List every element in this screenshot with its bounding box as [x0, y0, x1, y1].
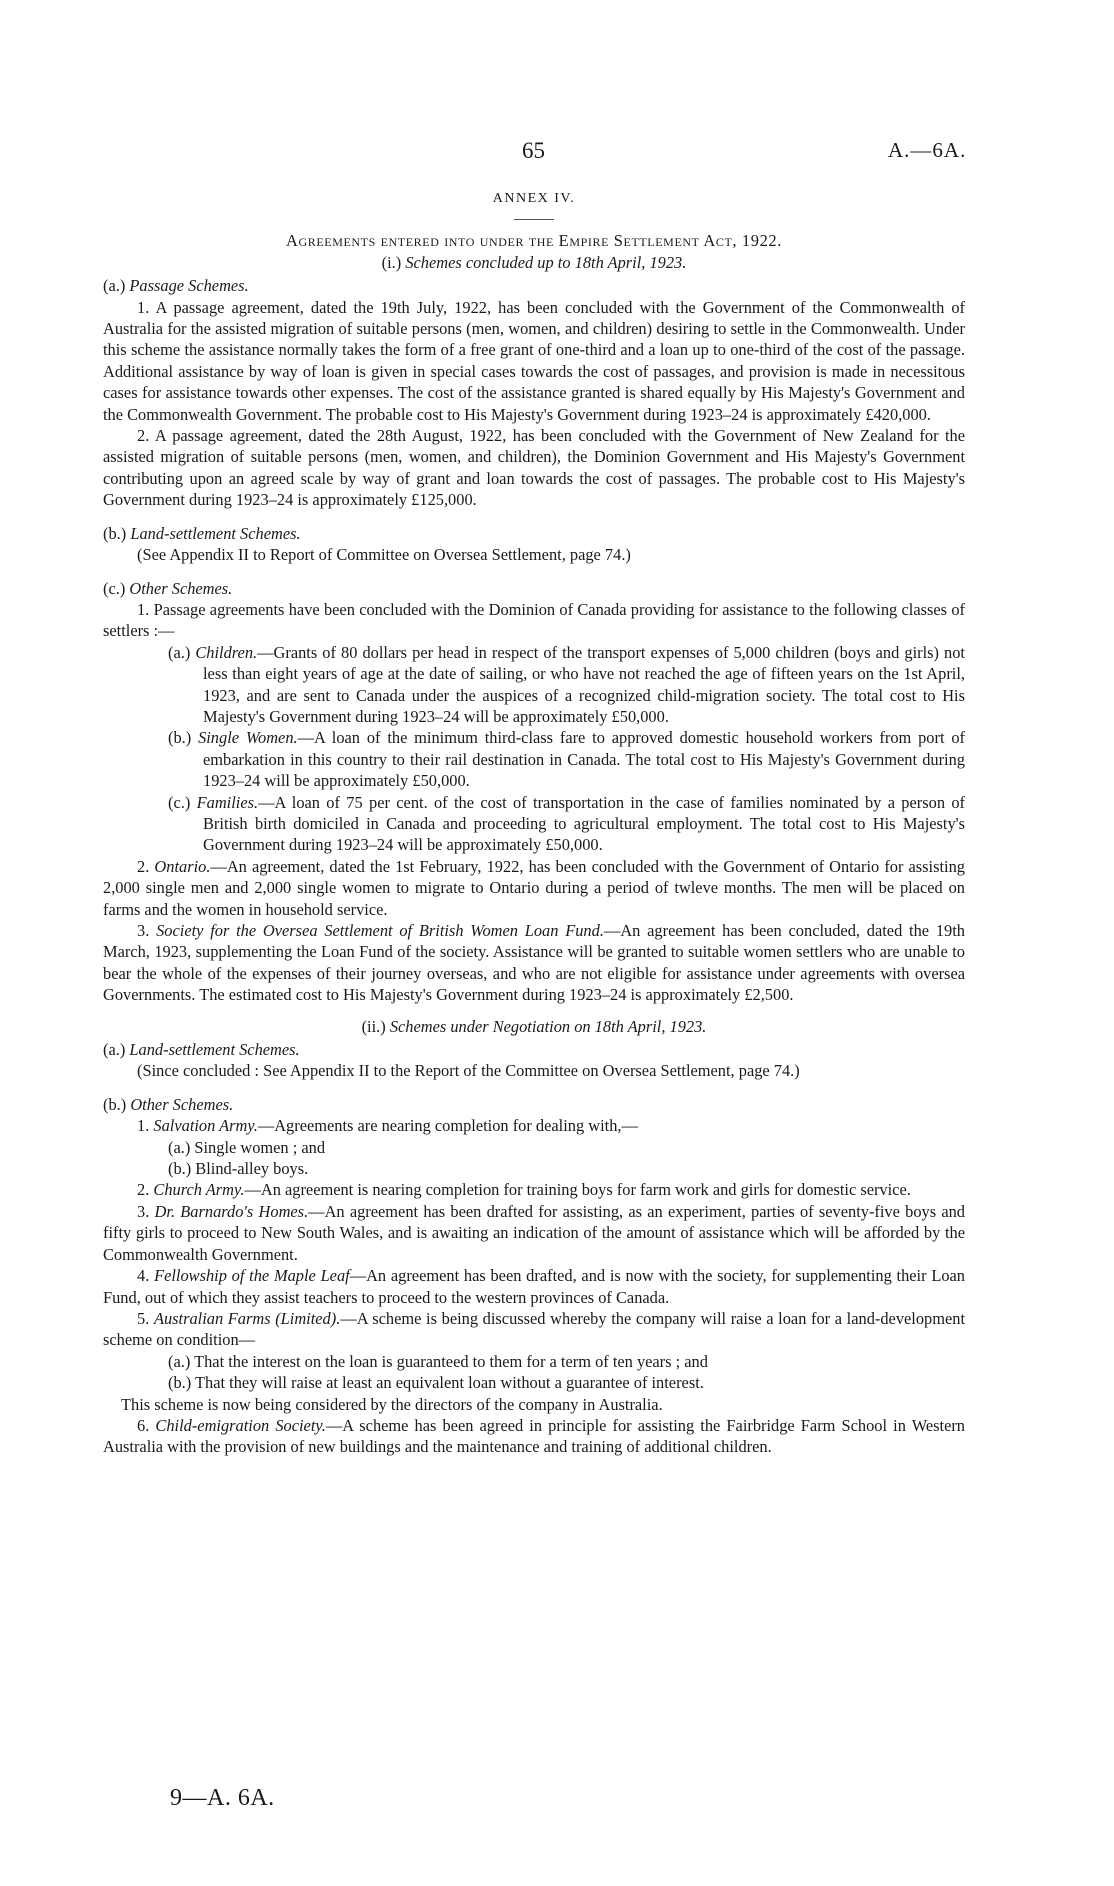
- item-text: —An agreement is nearing completion for training boys for farm work and girls for domestic service.: [244, 1180, 911, 1200]
- section-ii-number: (ii.): [361, 1016, 386, 1036]
- item-text: —An agreement, dated the 1st February, 1922, has been concluded with the Government of Ontario for assisting 2,000 single men and 2,000 single women to migrate to Ontario during a period of twleve months. The men will be placed on farms and the women in household service.: [103, 856, 965, 919]
- title-divider: [514, 219, 554, 220]
- item-title: Salvation Army.: [153, 1116, 258, 1136]
- item-text: —An agreement has been drafted for assisting, as an experiment, parties of seventy-five boys and fifty girls to proceed to New South Wales, and is awaiting an indication of the amount of assistance which will be afforded by the Commonwealth Government.: [103, 1201, 965, 1264]
- signature-mark: 9—A. 6A.: [170, 1785, 275, 1811]
- item-title: Single Women.: [198, 728, 298, 748]
- item-number: 3.: [137, 1201, 150, 1221]
- section-i-c-label: [103, 578, 965, 599]
- paragraph-ontario: [103, 856, 965, 920]
- section-i-number: (i.): [381, 252, 402, 272]
- paragraph-salvation-army: [103, 1115, 965, 1136]
- label-number: (c.): [103, 578, 126, 598]
- paragraph-church-army: [103, 1179, 965, 1200]
- item-text: —A scheme has been agreed in principle for assisting the Fairbridge Farm School in Western Australia with the provision of new buildings and the maintenance and training of additional children.: [103, 1415, 965, 1457]
- label-text: Passage Schemes.: [129, 276, 249, 296]
- label-text: Land-settlement Schemes.: [130, 523, 301, 543]
- paragraph: 2. A passage agreement, dated the 28th August, 1922, has been concluded with the Government of New Zealand for the assisted migration of suitable persons (men, women, and children), the Dominion Government and His Majesty's Government contributing upon an agreed scale by way of grant and loan towards the cost of passages. The probable cost to His Majesty's Government during 1923–24 is approximately £125,000.: [103, 426, 965, 510]
- sub-item-single-women: [103, 727, 965, 791]
- document-body: [103, 130, 965, 1458]
- sub-item: (a.) Single women ; and: [168, 1137, 326, 1157]
- section-i-b-label: [103, 523, 965, 544]
- item-title: Child-emigration Society.: [155, 1415, 326, 1435]
- item-text: —A loan of the minimum third-class fare to approved domestic household workers from port of embarkation in this country to their rail destination in Canada. The total cost to His Majesty's Government during 1923–24 will be approximately £50,000.: [203, 728, 965, 791]
- item-number: 3.: [137, 921, 150, 940]
- item-title: Dr. Barnardo's Homes.: [154, 1201, 309, 1221]
- label-number: (a.): [103, 276, 126, 296]
- item-title: Ontario.: [154, 856, 211, 876]
- item-number: (b.): [168, 728, 192, 748]
- item-number: 6.: [137, 1415, 150, 1435]
- paragraph-note: This scheme is now being considered by the directors of the company in Australia.: [121, 1394, 663, 1414]
- item-text: —Agreements are nearing completion for dealing with,—: [257, 1116, 638, 1136]
- item-number: (a.): [168, 642, 191, 662]
- section-ii-a-label: [103, 1039, 965, 1060]
- section-i-heading: [103, 252, 965, 273]
- paragraph: 1. Passage agreements have been concluded with the Dominion of Canada providing for assistance to the following classes of settlers :—: [103, 599, 965, 641]
- sub-item: (a.) That the interest on the loan is guaranteed to them for a term of ten years ; and: [168, 1351, 708, 1371]
- item-number: (c.): [168, 792, 191, 812]
- item-title: Fellowship of the Maple Leaf: [154, 1266, 350, 1286]
- item-number: 5.: [137, 1308, 150, 1328]
- item-title: Australian Farms (Limited).: [153, 1308, 341, 1328]
- page-number: 65: [522, 138, 545, 163]
- item-title: Society for the Oversea Settlement of British Women Loan Fund.: [156, 921, 604, 940]
- sub-item: (b.) Blind-alley boys.: [168, 1159, 309, 1179]
- label-number: (a.): [103, 1040, 126, 1060]
- document-reference: A.—6A.: [888, 138, 967, 162]
- sub-item-children: [103, 642, 965, 728]
- item-number: 2.: [137, 1180, 150, 1200]
- item-text: —Grants of 80 dollars per head in respect of the transport expenses of 5,000 children (boys and girls) not less than eight years of age at the date of sailing, or who have not reached the age of fifteen years on the 1st April, 1923, and are sent to Canada under the auspices of a recognized child-migration society. The total cost to His Majesty's Government during 1923–24 will be approximately £50,000.: [203, 642, 965, 726]
- main-heading: Agreements entered into under the Empire Settlement Act, 1922.: [285, 231, 783, 251]
- section-ii-heading: [103, 1016, 965, 1037]
- label-text: Other Schemes.: [129, 578, 233, 598]
- label-number: (b.): [103, 1094, 127, 1114]
- paragraph-australian-farms: [103, 1308, 965, 1351]
- paragraph: (See Appendix II to Report of Committee on Oversea Settlement, page 74.): [137, 545, 631, 565]
- item-text: —An agreement has been concluded, dated the 19th March, 1923, supplementing the Loan Fund of the society. Assistance will be granted to suitable women settlers who are unable to bear the whole of the expenses of their journey overseas, and who are not eligible for assistance under agreements with oversea Governments. The estimated cost to His Majesty's Government during 1923–24 is approximately £2,500.: [103, 921, 965, 1005]
- item-text: —A loan of 75 per cent. of the cost of transportation in the case of families nominated by a person of British birth domiciled in Canada and proceeding to agricultural employment. The total cost to His Majesty's Government during 1923–24 will be approximately £50,000.: [203, 792, 965, 855]
- section-ii-b-label: [103, 1094, 965, 1115]
- item-number: 4.: [137, 1266, 150, 1286]
- section-ii-title: Schemes under Negotiation on 18th April, 1923.: [389, 1016, 707, 1036]
- item-text: —A scheme is being discussed whereby the company will raise a loan for a land-development scheme on condition—: [103, 1308, 966, 1350]
- paragraph-child-emigration: [103, 1415, 965, 1458]
- section-i-a-label: [103, 275, 965, 296]
- label-number: (b.): [103, 523, 127, 543]
- annex-title: ANNEX IV.: [492, 191, 576, 206]
- paragraph-maple-leaf: [103, 1265, 965, 1308]
- paragraph-barnardos: [103, 1201, 965, 1265]
- item-title: Children.: [195, 642, 258, 662]
- item-title: Families.: [196, 792, 259, 812]
- label-text: Land-settlement Schemes.: [129, 1040, 300, 1060]
- item-title: Church Army.: [153, 1180, 245, 1200]
- item-number: 1.: [137, 1116, 150, 1136]
- label-text: Other Schemes.: [130, 1094, 234, 1114]
- sub-item-families: [103, 792, 965, 856]
- paragraph: 1. A passage agreement, dated the 19th July, 1922, has been concluded with the Government of the Commonwealth of Australia for the assisted migration of suitable persons (men, women, and children) desiring to settle in the Commonwealth. Under this scheme the assistance normally takes the form of a free grant of one-third and a loan up to one-third of the cost of the passage. Additional assistance by way of loan is given in special cases towards the cost of passages, and provision is made in necessitous cases for assistance towards other expenses. The cost of the assistance granted is shared equally by His Majesty's Government and the Commonwealth Government. The probable cost to His Majesty's Government during 1923–24 is approximately £420,000.: [103, 297, 965, 424]
- item-number: 2.: [137, 856, 150, 876]
- sub-item: (b.) That they will raise at least an equivalent loan without a guarantee of interest.: [168, 1373, 704, 1393]
- section-i-title: Schemes concluded up to 18th April, 1923.: [405, 252, 687, 272]
- paragraph: (Since concluded : See Appendix II to the Report of the Committee on Oversea Settlement, page 74.): [137, 1061, 800, 1081]
- item-text: —An agreement has been drafted, and is now with the society, for supplementing their Loan Fund, out of which they assist teachers to proceed to the western provinces of Canada.: [103, 1266, 965, 1307]
- paragraph-society: [103, 920, 965, 1006]
